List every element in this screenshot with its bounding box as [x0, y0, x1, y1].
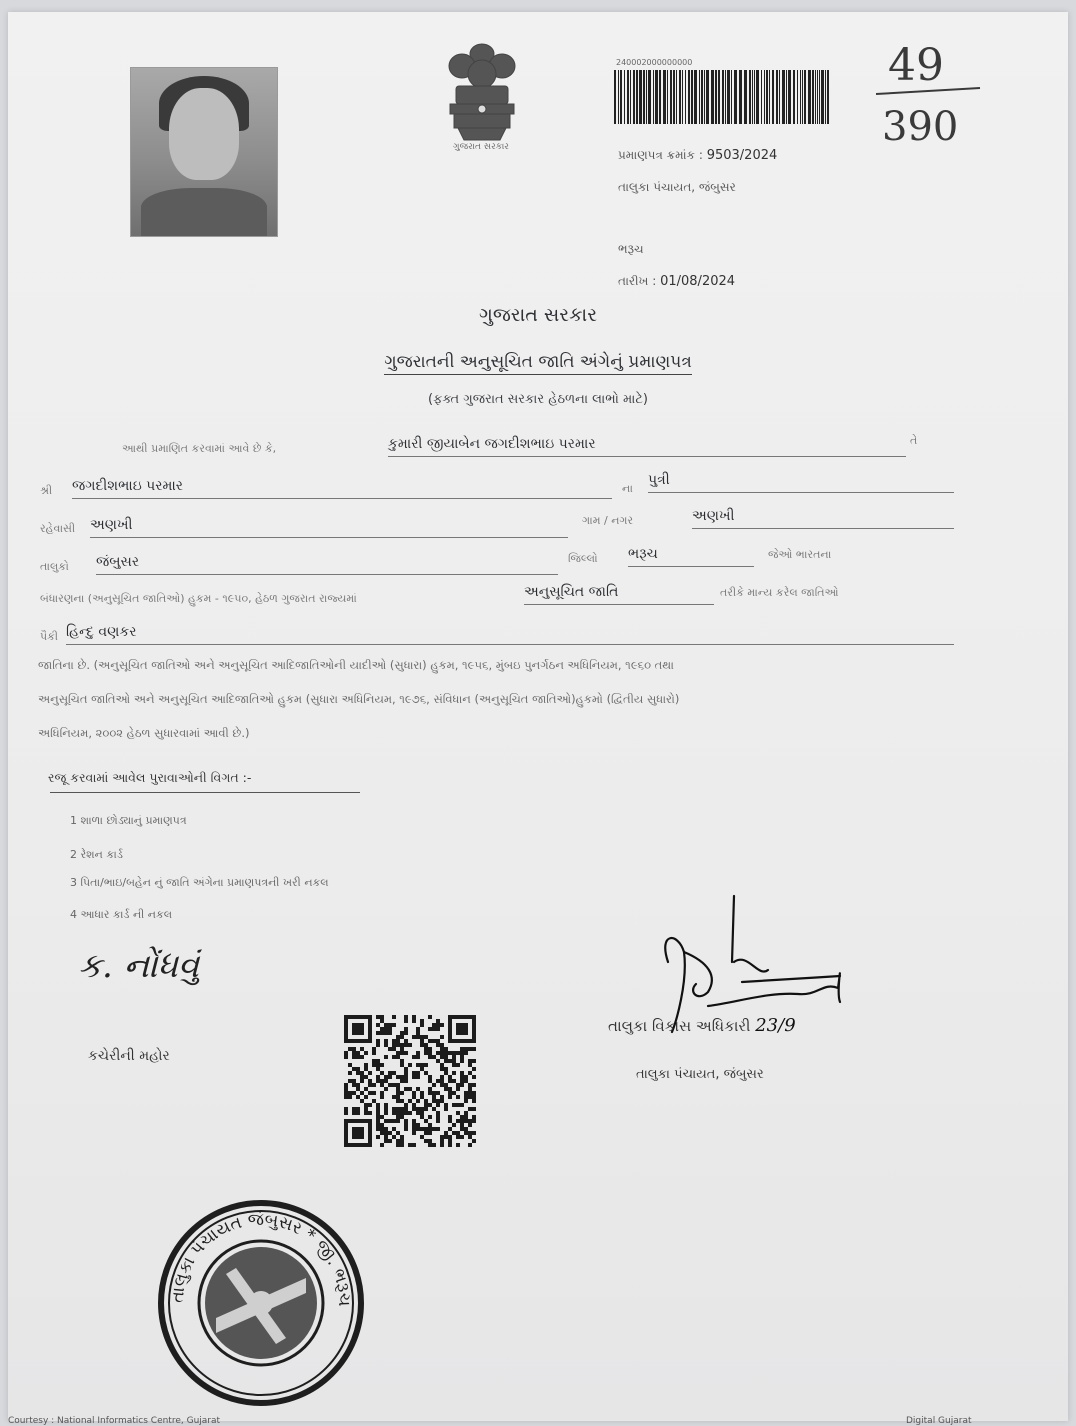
handwritten-serial [876, 32, 986, 152]
officer-office: તાલુકા પંચાયત, જંબુસર [636, 1067, 764, 1082]
issuing-office: તાલુકા પંચાયત, જંબુસર [618, 180, 736, 194]
handwritten-serial-bottom: 390 [882, 104, 959, 150]
taluka-value: જંબુસર [96, 554, 558, 575]
date-row [618, 274, 735, 289]
barcode-number: 240002000000000 [616, 58, 693, 67]
legal-paragraph-line: અનુસૂચિત જાતિઓ અને અનુસૂચિત આદિજાતિઓ હુકમ (સુધારા અધિનિયમ, ૧૯૭૬, સંવિધાન (અનુસૂચિત જાતિઓ)હુકમો (દ્વિતીય સુધારો) [38, 692, 680, 706]
seal-label: કચેરીની મહોર [88, 1048, 170, 1064]
handwritten-note [78, 927, 308, 997]
resident-value: અણખી [90, 517, 568, 538]
handwritten-serial-top: 49 [888, 40, 944, 91]
father-name: જગદીશભાઇ પરમાર [72, 478, 612, 499]
caste-value: હિન્દુ વણકર [66, 624, 954, 645]
place: ભરૂચ [618, 242, 644, 256]
certificate-subtitle: (ફક્ત ગુજરાત સરકાર હેઠળના લાભો માટે) [428, 392, 648, 407]
relation: પુત્રી [648, 472, 954, 493]
document-item: 3 પિતા/ભાઇ/બહેન નું જાતિ અંગેના પ્રમાણપત્રની ખરી નકલ [70, 876, 329, 889]
documents-heading: રજૂ કરવામાં આવેલ પુરાવાઓની વિગત :- [48, 770, 252, 785]
which-label: જેઓ ભારતના [768, 548, 832, 561]
applicant-name: કુમારી જીયાબેન જગદીશભાઇ પરમાર [388, 436, 906, 457]
recognized-label: તરીકે માન્ય કરેલ જાતિઓ [720, 586, 839, 599]
document-item: 4 આધાર કાર્ડ ની નકલ [70, 908, 173, 921]
legal-paragraph [38, 648, 1048, 750]
order-label: બંધારણના (અનુસૂચિત જાતિઓ) હુકમ - ૧૯૫૦, હેઠળ ગુજરાત રાજ્યમાં [40, 592, 357, 605]
barcode [614, 70, 830, 124]
stamp-text: તાલુકા પંચાયત જંબુસર * જી. ભરૂચ [167, 1209, 355, 1307]
applicant-photo [130, 67, 278, 237]
certificate-number-label: પ્રમાણપત્ર ક્રમાંક : [618, 148, 703, 162]
government-title: ગુજરાત સરકાર [478, 304, 598, 326]
na-label: ના [622, 482, 633, 495]
certificate-page [8, 12, 1068, 1426]
category-value: અનુસૂચિત જાતિ [524, 584, 714, 605]
office-stamp-icon [156, 1198, 366, 1408]
document-item: 1 શાળા છોડ્યાનું પ્રમાણપત્ર [70, 814, 187, 827]
credit-right: Digital Gujarat [906, 1416, 972, 1426]
qr-code [344, 1012, 476, 1150]
officer-title-text: તાલુકા વિકાસ અધિકારી [608, 1017, 751, 1035]
district-label: જિલ્લો [568, 552, 598, 565]
officer-date: 23/9 [755, 1015, 796, 1036]
shri-label: શ્રી [40, 484, 53, 497]
issue-date: 01/08/2024 [660, 274, 736, 289]
officer-title [608, 1015, 796, 1036]
certificate-title-text: ગુજરાતની અનુસૂચિત જાતિ અંગેનું પ્રમાણપત્ર [384, 352, 692, 375]
village-value: અણખી [692, 508, 954, 529]
credit-left: Courtesy : National Informatics Centre, Gujarat [8, 1416, 221, 1426]
certificate-number: 9503/2024 [706, 148, 778, 163]
legal-paragraph-line: જાતિના છે. (અનુસૂચિત જાતિઓ અને અનુસૂચિત આદિજાતિઓની યાદીઓ (સુધારા) હુકમ, ૧૯૫૬, મુંબઇ પુનર્ગઠન અધિનિયમ, ૧૯૬૦ તથા [38, 658, 674, 672]
certificate-number-row [618, 148, 777, 163]
handwritten-note-text: ક. નોંધવું [78, 946, 200, 986]
district-value: ભરૂચ [628, 546, 754, 567]
legal-paragraph-line: અધિનિયમ, ૨૦૦૨ હેઠળ સુધારવામાં આવી છે.) [38, 726, 250, 740]
certify-label: આથી પ્રમાણિત કરવામાં આવે છે કે, [122, 442, 277, 455]
document-item: 2 રેશન કાર્ડ [70, 848, 123, 861]
name-suffix: તે [910, 434, 918, 447]
emblem-caption: ગુજરાત સરકાર [453, 142, 509, 152]
caste-prefix: પૈકી [40, 630, 59, 643]
taluka-label: તાલુકો [40, 560, 69, 573]
certificate-title [8, 352, 1068, 372]
documents-heading-underline [50, 792, 360, 793]
resident-label: રહેવાસી [40, 522, 76, 535]
village-label: ગામ / નગર [582, 514, 634, 527]
date-label: તારીખ : [618, 274, 657, 288]
